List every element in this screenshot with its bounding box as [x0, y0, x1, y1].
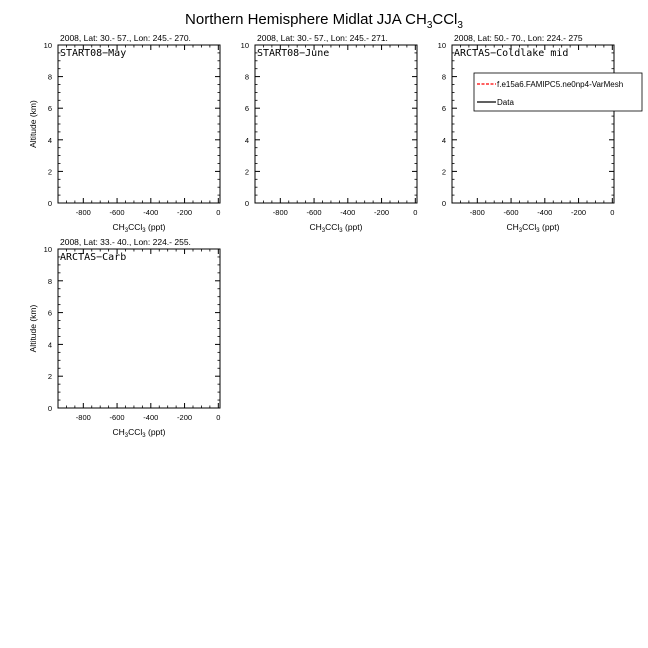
panel-2: [241, 33, 418, 234]
y-tick-label: 6: [47, 308, 52, 318]
x-tick-label: -800: [75, 208, 91, 217]
plot-frame: [58, 45, 220, 203]
x-tick-label: -800: [272, 208, 288, 217]
x-axis-label: $CH_3CCl_3$ (ppt): [112, 222, 166, 234]
y-tick-label: 10: [43, 245, 52, 254]
campaign-label: ARCTAS−Coldlake mid: [454, 48, 569, 59]
x-tick-label: -200: [374, 208, 390, 217]
plot-frame: [452, 45, 614, 203]
figure-title: Northern Hemisphere Midlat JJA $CH_3CCl_3$: [185, 11, 463, 31]
y-tick-label: 2: [47, 372, 52, 382]
y-tick-label: 8: [47, 72, 52, 82]
y-tick-label: 10: [240, 41, 249, 50]
y-tick-label: 4: [244, 135, 249, 145]
x-axis-label: $CH_3CCl_3$ (ppt): [309, 222, 363, 234]
y-tick-label: 4: [441, 135, 446, 145]
legend-label-2: Data: [497, 98, 514, 107]
x-tick-label: -400: [537, 208, 553, 217]
panel-header: 2008, Lat: 30.- 57., Lon: 245.- 271.: [257, 33, 388, 43]
y-axis-label: Altitude (km): [28, 100, 38, 148]
x-tick-label: -400: [340, 208, 356, 217]
x-tick-label: -600: [503, 208, 519, 217]
x-tick-label: -400: [143, 208, 159, 217]
y-tick-label: 6: [47, 104, 52, 114]
x-tick-label: -400: [143, 413, 159, 422]
y-tick-label: 0: [441, 199, 446, 208]
legend-label-1: f.e15a6.FAMIPC5.ne0np4-VarMesh: [497, 80, 624, 89]
panel-header: 2008, Lat: 33.- 40., Lon: 224.- 255.: [60, 237, 191, 247]
x-tick-label: 0: [610, 208, 615, 217]
panel-header: 2008, Lat: 30.- 57., Lon: 245.- 270.: [60, 33, 191, 43]
panel-4: [28, 237, 220, 439]
x-tick-label: -200: [571, 208, 587, 217]
x-tick-label: 0: [216, 208, 221, 217]
x-tick-label: -200: [177, 413, 193, 422]
x-tick-label: -600: [109, 413, 125, 422]
y-tick-label: 2: [47, 167, 52, 177]
x-tick-label: -200: [177, 208, 193, 217]
y-tick-label: 6: [441, 104, 446, 114]
panel-3: [438, 33, 642, 234]
plot-frame: [58, 249, 220, 408]
campaign-label: START08−May: [60, 48, 127, 59]
campaign-label: ARCTAS−Carb: [60, 252, 127, 263]
x-tick-label: -600: [306, 208, 322, 217]
y-tick-label: 6: [244, 104, 249, 114]
y-tick-label: 8: [47, 276, 52, 286]
x-tick-label: -800: [75, 413, 91, 422]
plot-frame: [255, 45, 417, 203]
panel-1: [28, 33, 220, 234]
x-tick-label: 0: [216, 413, 221, 422]
y-tick-label: 10: [437, 41, 446, 50]
y-tick-label: 0: [244, 199, 249, 208]
y-tick-label: 4: [47, 135, 52, 145]
x-tick-label: -600: [109, 208, 125, 217]
panel-header: 2008, Lat: 50.- 70., Lon: 224.- 275: [454, 33, 583, 43]
y-tick-label: 10: [43, 41, 52, 50]
y-tick-label: 0: [47, 404, 52, 413]
x-tick-label: -800: [469, 208, 485, 217]
x-axis-label: $CH_3CCl_3$ (ppt): [506, 222, 560, 234]
x-axis-label: $CH_3CCl_3$ (ppt): [112, 427, 166, 439]
y-tick-label: 8: [441, 72, 446, 82]
y-tick-label: 4: [47, 340, 52, 350]
campaign-label: START08−June: [257, 48, 330, 59]
y-tick-label: 0: [47, 199, 52, 208]
x-tick-label: 0: [413, 208, 418, 217]
y-tick-label: 2: [441, 167, 446, 177]
y-axis-label: Altitude (km): [28, 304, 38, 353]
y-tick-label: 2: [244, 167, 249, 177]
y-tick-label: 8: [244, 72, 249, 82]
